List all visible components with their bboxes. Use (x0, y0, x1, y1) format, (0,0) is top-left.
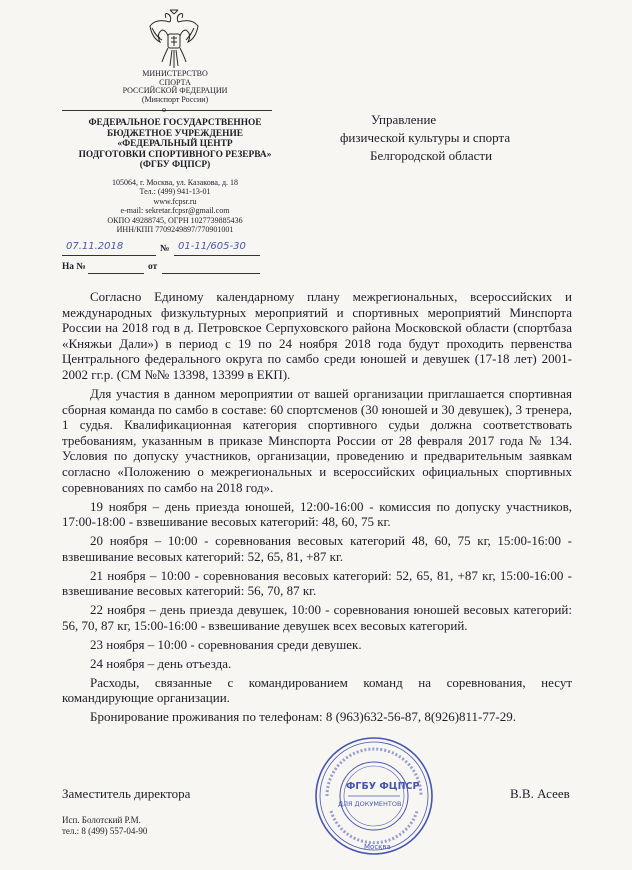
signer-name: В.В. Асеев (510, 786, 570, 801)
ref-number-label: На № (62, 262, 86, 272)
header-divider-dot: o (162, 105, 166, 114)
body-paragraph: Расходы, связанные с командированием команд на соревнования, несут командирующие организации. (62, 674, 572, 706)
contact-line: 105064, г. Москва, ул. Казакова, д. 18 (111, 178, 239, 187)
org-line: ФЕДЕРАЛЬНОЕ ГОСУДАРСТВЕННОЕ (88, 118, 262, 128)
ministry-line: СПОРТА (159, 77, 191, 87)
contact-line: ОКПО 49288745, ОГРН 1027739885436 (107, 215, 243, 225)
addressee-line: физической культуры и спорта (340, 130, 511, 145)
reg-number-line (174, 255, 260, 256)
body-paragraph: Для участия в данном мероприятии от вашей организации приглашается спортивная сборная команда по самбо в составе: 60 спортсменов (30 юношей и 30 девушек), 3 тренера, 1 судья. Квалификационная категория спортивного судьи должна соответствовать требованиям, указанным в приказе Минспорта России от 28 февраля 2017 года № 134. Условия по допуску участников, организации, проведению и предварительным заявкам согласно «Положению о межрегиональных и всероссийских официальных спортивных соревнованиях по самбо на 2018 год». (62, 385, 572, 495)
body-paragraph: 21 ноября – 10:00 - соревнования весовых категорий: 52, 65, 81, +87 кг, 15:00-16:00 - взвешивание весовых категорий: 56, 70, 87 кг. (62, 567, 572, 599)
executor-line: Исп. Болотский Р.М. (62, 815, 141, 825)
reg-number-handwritten: 01-11/605-30 (178, 241, 246, 252)
letter-body (62, 289, 572, 728)
ref-from-label: от (148, 262, 158, 272)
org-line: БЮДЖЕТНОЕ УЧРЕЖДЕНИЕ (106, 128, 243, 139)
coat-of-arms-emblem (146, 8, 202, 70)
contact-line: e-mail: sekretar.fcpsr@gmail.com (120, 206, 230, 216)
ref-date-line (162, 273, 260, 274)
body-paragraph: Согласно Единому календарному плану межрегиональных, всероссийских и международных физкультурных мероприятий и спортивных мероприятий Минспорта России на 2018 год в д. Петровское Серпуховского района Московской области (спортбаза «Княжьи Дали») в период с 19 по 24 ноября 2018 года будут проходить первенства Центрального федерального округа по самбо среди юношей и девушек (17-18 лет) 2001-2002 гг.р. (СМ №№ 13398, 13399 в ЕКП). (62, 289, 572, 382)
addressee-block (340, 111, 550, 165)
contact-line: Тел.: (499) 941-13-01 (139, 187, 211, 197)
reg-date-handwritten: 07.11.2018 (66, 241, 124, 252)
addressee-line: Управление (371, 112, 437, 127)
body-paragraph: 19 ноября – день приезда юношей, 12:00-16:00 - комиссия по допуску участников, 17:00-18:00 - взвешивание весовых категорий: 48, 60, 75 кг. (62, 498, 572, 530)
reg-number-sign: № (160, 244, 170, 254)
body-paragraph: 23 ноября – 10:00 - соревнования среди девушек. (90, 636, 362, 652)
executor-line: тел.: 8 (499) 557-04-90 (62, 826, 148, 836)
ministry-header (60, 70, 290, 104)
signer-position: Заместитель директора (62, 786, 191, 801)
organization-name (60, 118, 290, 171)
ministry-line: РОССИЙСКОЙ ФЕДЕРАЦИИ (122, 86, 228, 96)
body-paragraph: 24 ноября – день отъезда. (90, 655, 232, 671)
official-seal-stamp (313, 735, 435, 857)
org-line: ПОДГОТОВКИ СПОРТИВНОГО РЕЗЕРВА» (78, 149, 272, 160)
org-line: (ФГБУ ФЦПСР) (139, 160, 211, 171)
addressee-line: Белгородской области (370, 148, 493, 163)
ministry-line: (Минспорт России) (141, 94, 209, 104)
stamp-sub-text: ДЛЯ ДОКУМЕНТОВ (338, 800, 402, 808)
org-line: «ФЕДЕРАЛЬНЫЙ ЦЕНТР (117, 139, 233, 150)
reg-date-line (62, 255, 156, 256)
contact-line: www.fcpsr.ru (153, 196, 197, 206)
executor-block (62, 815, 147, 837)
ref-number-line (88, 273, 144, 274)
body-paragraph: Бронирование проживания по телефонам: 8 (963)632-56-87, 8(926)811-77-29. (90, 709, 516, 725)
organization-contacts (60, 178, 290, 234)
stamp-center-text: ФГБУ ФЦПСР (346, 781, 420, 792)
ministry-line: МИНИСТЕРСТВО (142, 69, 208, 78)
contact-line: ИНН/КПП 7709249897/770901001 (116, 225, 234, 235)
body-paragraph: 20 ноября – 10:00 - соревнования весовых категорий 48, 60, 75 кг, 15:00-16:00 - взвешивание весовых категорий: 52, 65, 81, +87 кг. (62, 533, 572, 564)
header-divider (62, 110, 272, 111)
body-paragraph: 22 ноября – день приезда девушек, 10:00 - соревнования юношей весовых категорий: 56, 70, 87 кг, 15:00-16:00 - взвешивание девушек всех весовых категорий. (62, 602, 572, 633)
stamp-city-text: Москва (364, 843, 391, 851)
